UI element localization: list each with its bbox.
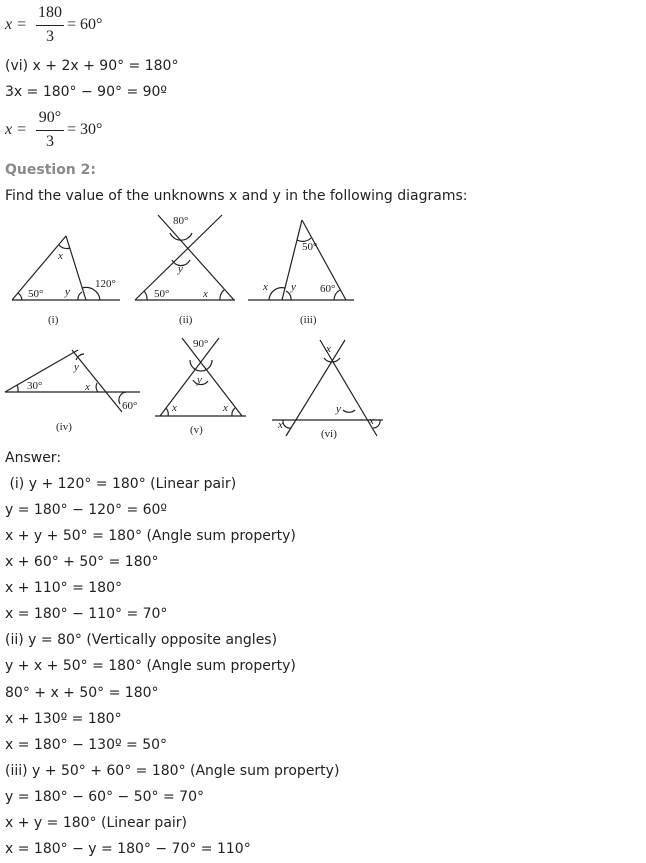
label-50: 50° — [154, 288, 170, 300]
question-heading: Question 2: — [5, 162, 96, 178]
text-line: (ii) y = 80° (Vertically opposite angles) — [5, 632, 278, 648]
caption-iv: (iv) — [56, 421, 72, 433]
label-60: 60° — [122, 400, 138, 412]
label-x: x — [369, 415, 374, 427]
label-60: 60° — [320, 283, 336, 295]
text-line: x = 180° − 130º = 50° — [5, 737, 168, 753]
fraction-numerator: 90° — [38, 109, 62, 126]
label-y: y — [291, 281, 296, 293]
label-x: x — [278, 419, 283, 431]
label-x: x — [172, 402, 177, 414]
label-90: 90° — [193, 338, 209, 350]
text-line: x + y = 180° (Linear pair) — [5, 815, 187, 831]
text-line: (iii) y + 50° + 60° = 180° (Angle sum property) — [5, 763, 340, 779]
label-y: y — [197, 374, 202, 386]
label-x: x — [223, 402, 228, 414]
label-50: 50° — [28, 288, 44, 300]
label-x: x — [58, 250, 63, 262]
caption-vi: (vi) — [321, 428, 337, 440]
diagram-iv — [5, 350, 140, 412]
label-x: x — [85, 381, 90, 393]
caption-iii: (iii) — [300, 314, 317, 326]
label-80: 80° — [173, 215, 189, 227]
fraction-denominator: 3 — [46, 28, 54, 45]
answer-heading: Answer: — [5, 450, 62, 466]
text-line: x = 180° − 110° = 70° — [5, 606, 168, 622]
text-line: (i) y + 120° = 180° (Linear pair) — [5, 476, 237, 492]
text-line: x + 130º = 180° — [5, 711, 122, 727]
label-x: x — [263, 281, 268, 293]
fraction-rhs: = 60° — [67, 16, 103, 33]
text-line: x + 60° + 50° = 180° — [5, 554, 159, 570]
fraction-lhs: x = — [5, 121, 27, 138]
label-y: y — [178, 263, 183, 275]
label-x: x — [326, 343, 331, 355]
fraction-denominator: 3 — [46, 133, 54, 150]
fraction-numerator: 180 — [38, 4, 62, 21]
fraction-lhs: x = — [5, 16, 27, 33]
caption-v: (v) — [190, 424, 203, 436]
text-line: x + y + 50° = 180° (Angle sum property) — [5, 528, 296, 544]
text-line: y = 180° − 120° = 60º — [5, 502, 168, 518]
text-line: y + x + 50° = 180° (Angle sum property) — [5, 658, 296, 674]
text-line: (vi) x + 2x + 90° = 180° — [5, 58, 179, 74]
text-line: x = 180° − y = 180° − 70° = 110° — [5, 841, 251, 857]
text-line: x + 110° = 180° — [5, 580, 122, 596]
text-line: 80° + x + 50° = 180° — [5, 685, 159, 701]
label-50: 50° — [302, 241, 318, 253]
label-x: x — [203, 288, 208, 300]
label-y: y — [336, 403, 341, 415]
label-120: 120° — [95, 278, 116, 290]
label-y: y — [65, 286, 70, 298]
fraction-rhs: = 30° — [67, 121, 103, 138]
question-prompt: Find the value of the unknowns x and y in the following diagrams: — [5, 188, 468, 204]
caption-i: (i) — [48, 314, 59, 326]
caption-ii: (ii) — [179, 314, 193, 326]
label-30: 30° — [27, 380, 43, 392]
diagram-ii — [135, 215, 235, 300]
text-line: y = 180° − 60° − 50° = 70° — [5, 789, 204, 805]
text-line: 3x = 180° − 90° = 90º — [5, 84, 168, 100]
label-y: y — [74, 361, 79, 373]
